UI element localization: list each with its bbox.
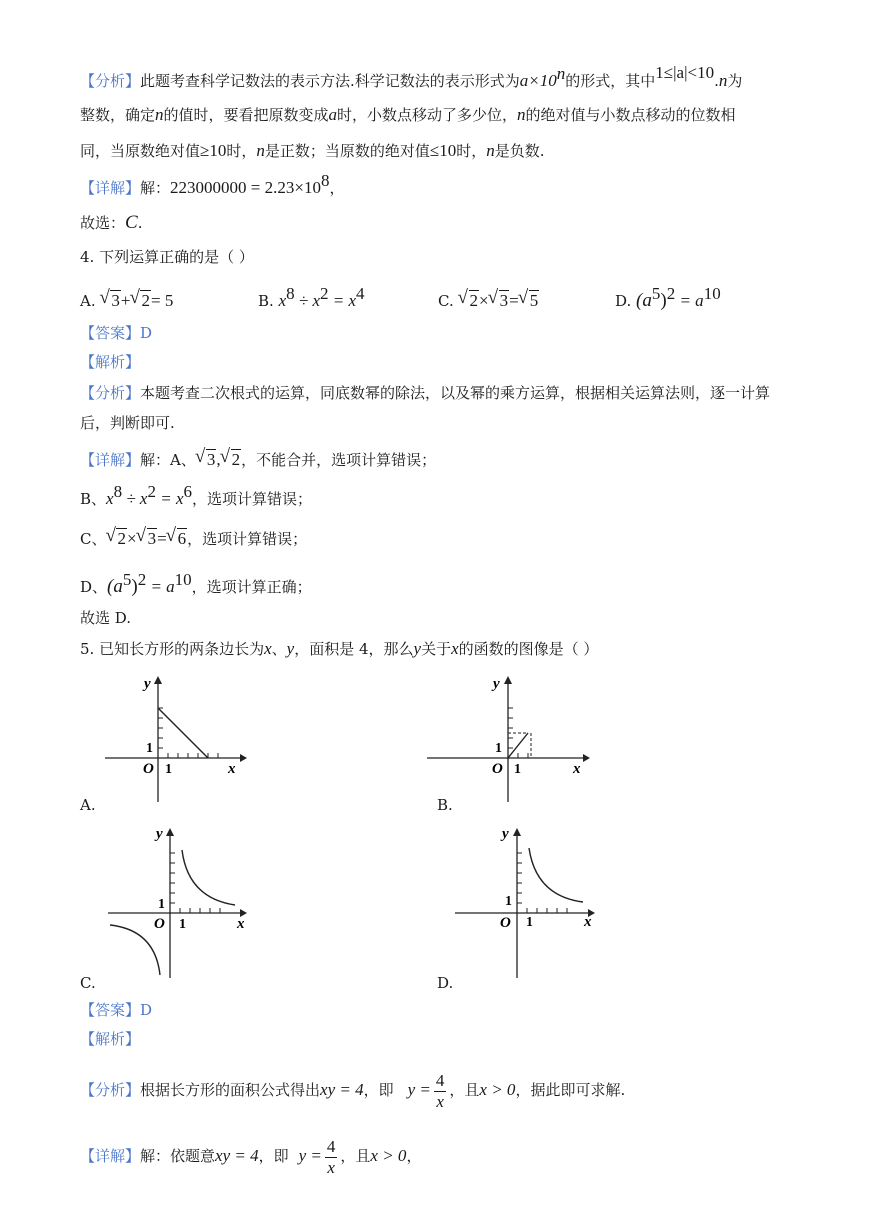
x-label: x [228,761,236,777]
text: B、 [80,490,107,508]
detail-5 [80,1134,421,1178]
math-n: n [256,141,265,160]
y-label: y [493,676,500,692]
question-4-options [80,284,840,316]
hyperbola-branch [529,848,583,902]
graph-c-label: C. [80,974,96,992]
math-close: ) [131,576,138,597]
detail-4-d [80,570,312,598]
radicand: 2 [231,450,241,469]
math-div-x: ÷ x [122,489,148,508]
x-ticks [518,753,528,758]
option-b-label: B. [258,292,274,310]
text: ，且 [340,1147,371,1165]
hyperbola-right-branch [182,850,235,905]
exp: 6 [183,482,192,501]
equals: = [157,529,167,548]
detail-4-c [80,528,307,550]
denominator: x [436,1091,444,1111]
exp: 10 [174,570,192,589]
equals: = [509,291,519,310]
sqrt-3 [196,449,217,471]
math-close: ) [660,290,667,311]
sqrt-3 [100,290,121,312]
option-b [258,284,365,312]
graph-b-label: B. [437,796,453,814]
analysis-5 [80,1068,625,1112]
exp: 5 [651,284,661,303]
text: 时，小数点移动了多少位， [337,106,518,124]
analysis-line-1 [80,63,743,92]
analysis-line-3 [80,140,545,162]
sqrt-6 [167,528,188,550]
answer-4: 【答案】D [80,324,153,342]
math-xy-eq: xy = 4 [320,1080,364,1099]
radicand: 3 [111,291,120,310]
y-one-label: 1 [146,741,153,756]
detail-tag: 【详解】 [80,1147,141,1165]
text: C、 [80,530,107,548]
detail-tag: 【详解】 [80,179,141,197]
text: 时， [456,142,487,160]
text: 同，当原数绝对值 [80,142,201,160]
detail-4-choose: 故选 D. [80,609,132,627]
math-form: a×10 [519,71,557,90]
math-exp: n [556,64,566,83]
math-eq-a: = a [675,291,704,310]
sqrt-2 [221,449,242,471]
text: ，面积是 4，那么 [294,640,414,658]
graph-d-label: D. [437,974,454,992]
math-y: y [413,639,422,658]
detail-tag: 【详解】 [80,451,141,469]
exp: 2 [137,570,147,589]
text: ， [406,1147,422,1165]
text: ，且 [449,1081,480,1099]
sqrt-2 [459,290,480,312]
graph-d [450,820,610,980]
text: 、 [271,640,287,658]
text: 关于 [421,640,452,658]
math-le: ≤10 [429,141,457,160]
choose-line-1 [80,212,142,234]
math-exp: 8 [320,171,330,190]
graph-b [425,672,595,807]
analysis-4-line-2: 后，判断即可. [80,414,175,432]
math-x: x [451,639,459,658]
math-y-eq: y = [407,1080,431,1099]
text: 的函数的图像是（ ） [458,640,599,658]
radicand: 6 [177,529,187,548]
x-label: x [573,761,581,777]
text: 本题考查二次根式的运算，同底数幂的除法，以及幂的乘方运算，根据相关运算法则，逐一计算 [140,384,771,402]
math-x: x [264,639,272,658]
math-div-x: ÷ x [294,291,321,310]
exp: 4 [356,284,365,303]
radicand: 3 [499,291,509,310]
math-eq-x: = x [328,291,357,310]
origin-label: O [143,761,154,777]
text: 的绝对值与小数点移动的位数相 [525,106,736,124]
exp: 10 [703,284,721,303]
jiexi-4: 【解析】 [80,353,141,371]
text: 解： [140,179,171,197]
y-one-label: 1 [158,897,165,912]
graph-a [95,672,255,807]
question-4-stem: 4. 下列运算正确的是（ ） [80,248,254,266]
denominator: x [327,1157,335,1177]
analysis-tag: 【分析】 [80,72,141,90]
fraction-4-over-x [325,1137,338,1178]
y-arrow [166,828,174,836]
y-one-label: 1 [495,741,502,756]
math-ge: ≥10 [200,141,227,160]
y-label: y [502,826,509,842]
text: 整数，确定 [80,106,156,124]
math-n: n [486,141,495,160]
times: × [126,529,137,548]
x-arrow [240,754,247,762]
radicand: 2 [117,529,126,548]
text: 根据长方形的面积公式得出 [140,1081,321,1099]
origin-label: O [492,761,503,777]
question-5-stem [80,638,598,660]
math-n: n [517,105,526,124]
y-arrow [513,828,521,836]
math-x: x [106,489,114,508]
text: ，选项计算正确； [191,578,312,596]
x-one-label: 1 [165,762,172,777]
answer-letter: C [125,212,138,233]
text: 是负数. [494,142,545,160]
text: 是正数；当原数的绝对值 [264,142,430,160]
math-y-eq: y = [298,1146,322,1165]
math-open: (a [107,576,123,597]
sqrt-3 [137,528,158,550]
math-eq-x: = x [155,489,184,508]
text: 的形式，其中 [565,72,656,90]
text: . [137,214,143,232]
text: ，选项计算错误； [192,490,313,508]
x-ticks [527,908,567,913]
sqrt-2 [106,528,127,550]
text: ，据此即可求解. [515,1081,626,1099]
math-eq-a: = a [146,577,175,596]
option-d-label: D. [615,292,632,310]
text: 此题考查科学记数法的表示方法.科学记数法的表示形式为 [140,72,520,90]
math-cond: x > 0 [370,1146,407,1165]
plus: + [120,291,131,310]
exp: 5 [122,570,132,589]
numerator: 4 [326,1136,336,1156]
graph-a-line [158,708,208,758]
radicand: 2 [141,291,150,310]
exp: 8 [113,482,123,501]
y-ticks [170,853,175,903]
option-c-label: C. [438,292,454,310]
x-ticks [180,908,220,913]
x-ticks [168,753,218,758]
detail-line-1 [80,171,345,199]
x-label: x [584,914,592,930]
text: 解：A、 [140,451,196,469]
math-cond: 1≤|a|<10 [655,63,715,82]
sqrt-5 [519,290,540,312]
math-eq: 223000000 = 2.23×10 [170,178,321,197]
graph-c [100,820,260,980]
text: 时， [226,142,257,160]
detail-4-a [80,449,436,471]
text: ，即 [258,1147,289,1165]
sqrt-3 [489,290,510,312]
y-ticks [517,853,522,903]
sqrt-2 [130,290,151,312]
option-d [615,284,721,312]
text: ，即 [363,1081,394,1099]
text: 5. 已知长方形的两条边长为 [80,640,265,658]
math-x: x [278,291,287,310]
text: D、 [80,578,108,596]
text: 为 [727,72,743,90]
answer-5: 【答案】D [80,1001,153,1019]
numerator: 4 [435,1070,445,1090]
math-y: y [286,639,295,658]
y-arrow [154,676,162,684]
text: 的值时，要看把原数变成 [163,106,329,124]
y-ticks [508,708,513,748]
math-open: (a [636,290,652,311]
math-cond: x > 0 [479,1080,516,1099]
option-a-label: A. [80,292,96,310]
radicand: 3 [206,450,216,469]
y-one-label: 1 [505,894,512,909]
x-one-label: 1 [179,917,186,932]
analysis-4-line-1 [80,382,770,404]
y-label: y [144,676,151,692]
y-label: y [156,826,163,842]
text: 故选： [80,214,126,232]
times: × [479,291,489,310]
origin-label: O [500,915,511,931]
analysis-tag: 【分析】 [80,1081,141,1099]
detail-4-b [80,482,313,510]
radicand: 2 [469,291,478,310]
jiexi-5: 【解析】 [80,1030,141,1048]
comma: , [216,450,221,469]
exp: 8 [286,284,295,303]
text: ，选项计算错误； [187,530,308,548]
math-xy-eq: xy = 4 [215,1146,259,1165]
text: ，不能合并，选项计算错误； [241,451,437,469]
x-one-label: 1 [526,915,533,930]
origin-label: O [154,916,165,932]
hyperbola-left-branch [110,925,160,975]
exp: 2 [320,284,329,303]
graph-a-label: A. [80,796,96,814]
analysis-tag: 【分析】 [80,384,141,402]
option-a [80,290,173,312]
y-arrow [504,676,512,684]
fraction-4-over-x [434,1071,447,1112]
radicand: 5 [529,291,539,310]
text: . [714,72,719,90]
text: 解：依题意 [140,1147,216,1165]
y-ticks [158,708,163,748]
equals-5: = 5 [150,291,174,310]
math-n: n [155,105,164,124]
option-c [438,290,539,312]
text: ， [329,179,345,197]
math-n: n [718,71,728,90]
math-a: a [328,105,338,124]
x-one-label: 1 [514,762,521,777]
analysis-line-2 [80,104,736,126]
exp: 2 [666,284,676,303]
x-label: x [237,916,245,932]
x-arrow [583,754,590,762]
exp: 2 [147,482,156,501]
radicand: 3 [147,529,157,548]
